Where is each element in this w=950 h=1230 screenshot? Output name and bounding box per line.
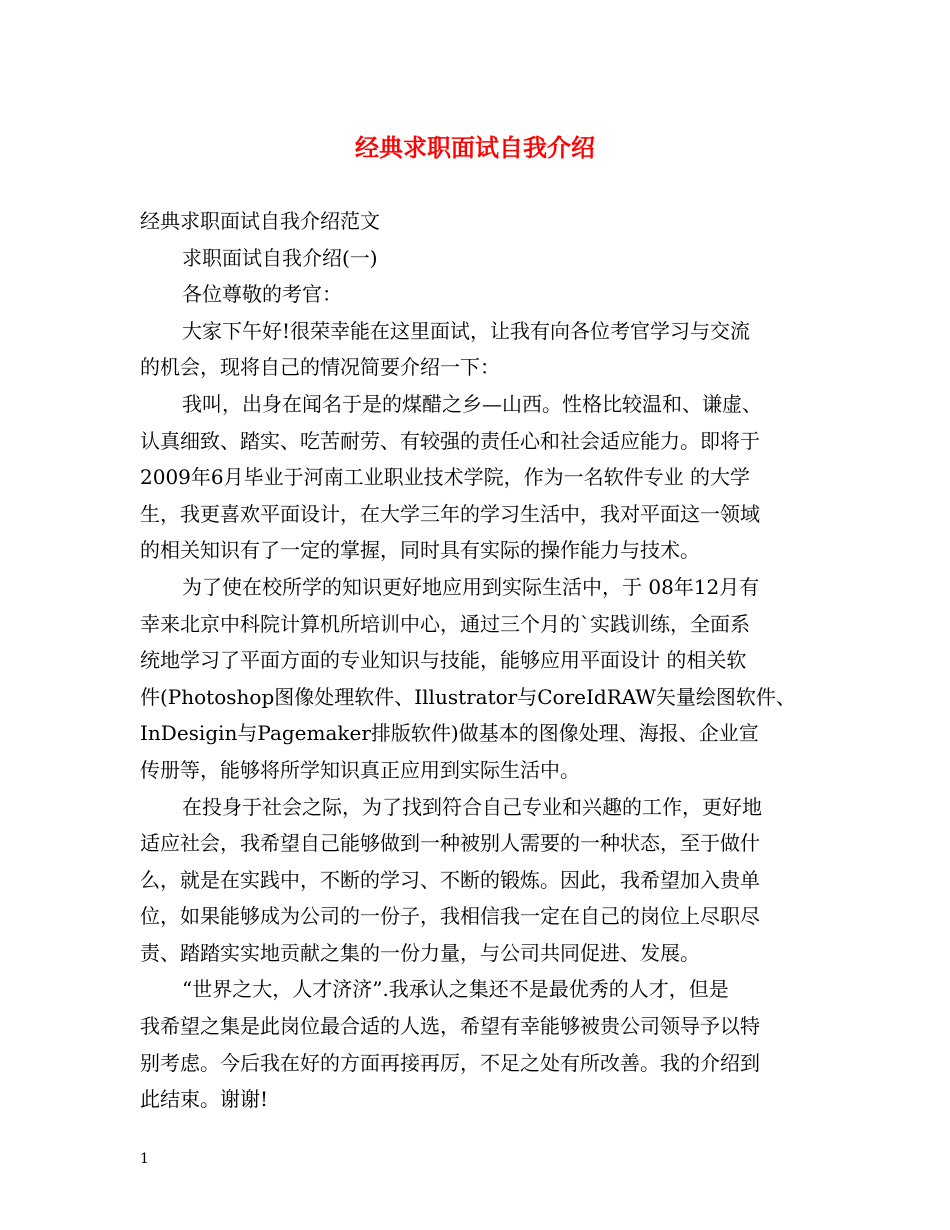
- text-line: “世界之大，人才济济”.我承认之集还不是最优秀的人才，但是: [182, 977, 729, 1002]
- text-line: 的机会，现将自己的情况简要介绍一下：: [140, 355, 500, 380]
- text-line: 责、踏踏实实地贡献之集的一份力量，与公司共同促进、发展。: [140, 940, 700, 965]
- text-line: 别考虑。今后我在好的方面再接再厉，不足之处有所改善。我的介绍到: [140, 1050, 760, 1075]
- text-line: 传册等，能够将所学知识真正应用到实际生活中。: [140, 757, 580, 782]
- text-line: 我叫，出身在闻名于是的煤醋之乡—山西。性格比较温和、谦虚、: [182, 391, 762, 416]
- page-number: 1: [140, 1151, 149, 1167]
- text-line: 求职面试自我介绍(一): [182, 245, 378, 270]
- text-line: 统地学习了平面方面的专业知识与技能，能够应用平面设计 的相关软: [140, 648, 747, 673]
- text-line: 在投身于社会之际，为了找到符合自己专业和兴趣的工作，更好地: [182, 794, 762, 819]
- text-line: 生，我更喜欢平面设计，在大学三年的学习生活中，我对平面这一领域: [140, 501, 760, 526]
- text-line: 位，如果能够成为公司的一份子，我相信我一定在自己的岗位上尽职尽: [140, 904, 760, 929]
- text-line: 大家下午好!很荣幸能在这里面试，让我有向各位考官学习与交流: [182, 318, 751, 343]
- text-line: 2009年6月毕业于河南工业职业技术学院，作为一名软件专业 的大学: [140, 465, 750, 490]
- text-line: 的相关知识有了一定的掌握，同时具有实际的操作能力与技术。: [140, 538, 700, 563]
- text-line: 件(Photoshop图像处理软件、Illustrator与CoreIdRAW矢量绘图软件、: [140, 684, 796, 709]
- text-line: 么，就是在实践中，不断的学习、不断的锻炼。因此，我希望加入贵单: [140, 867, 760, 892]
- text-line: 幸来北京中科院计算机所培训中心，通过三个月的`实践训练，全面系: [140, 611, 750, 636]
- text-line: 我希望之集是此岗位最合适的人选，希望有幸能够被贵公司领导予以特: [140, 1014, 760, 1039]
- text-line: 此结束。谢谢!: [140, 1087, 269, 1112]
- text-line: 各位尊敬的考官：: [182, 282, 342, 307]
- document-body: [140, 203, 812, 1118]
- text-line: 为了使在校所学的知识更好地应用到实际生活中，于 08年12月有: [182, 574, 760, 599]
- text-line: 经典求职面试自我介绍范文: [140, 209, 380, 233]
- text-line: InDesigin与Pagemaker排版软件)做基本的图像处理、海报、企业宣: [140, 721, 759, 746]
- text-line: 适应社会，我希望自己能够做到一种被别人需要的一种状态，至于做什: [140, 831, 760, 856]
- document-title: 经典求职面试自我介绍: [355, 133, 595, 162]
- text-line: 认真细致、踏实、吃苦耐劳、有较强的责任心和社会适应能力。即将于: [140, 428, 760, 453]
